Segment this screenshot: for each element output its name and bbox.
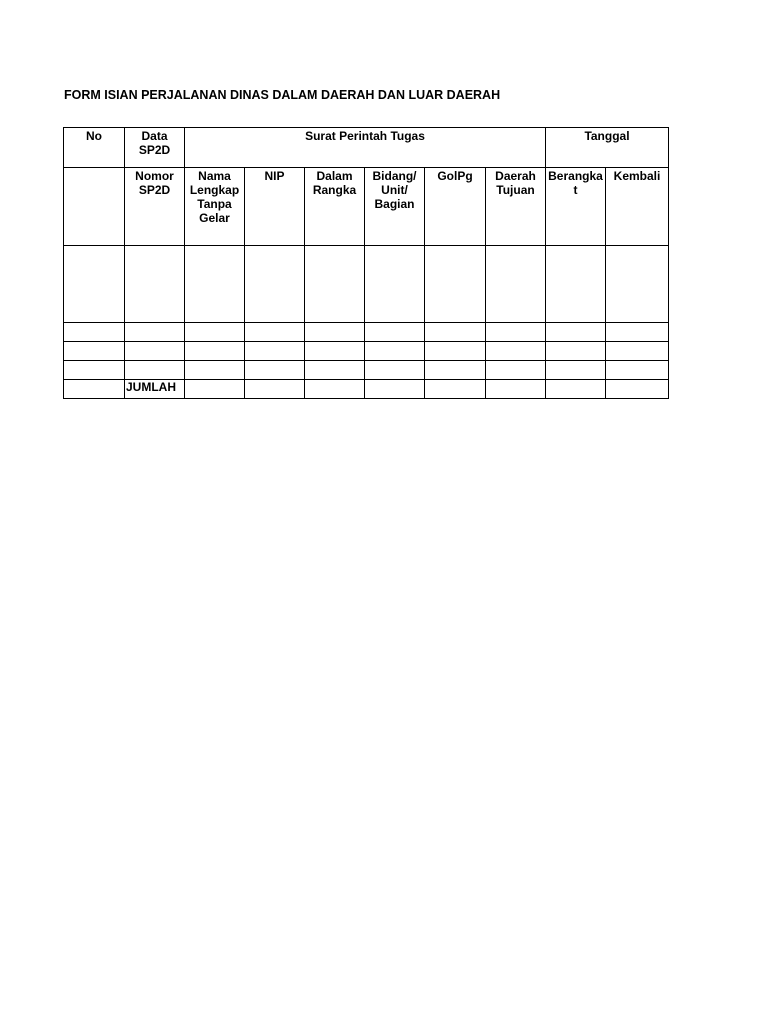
header-nama-lengkap: Nama Lengkap Tanpa Gelar	[185, 168, 245, 246]
cell-berangkat[interactable]	[546, 361, 606, 380]
cell-nomor-sp2d[interactable]	[125, 246, 185, 323]
cell-nomor-sp2d[interactable]	[125, 342, 185, 361]
cell-bidang[interactable]	[365, 361, 425, 380]
header-golpg: GolPg	[425, 168, 486, 246]
cell-no[interactable]	[64, 361, 125, 380]
cell-kembali[interactable]	[606, 323, 669, 342]
header-dalam-rangka: Dalam Rangka	[305, 168, 365, 246]
header-tanggal: Tanggal	[546, 128, 669, 168]
cell-total-golpg[interactable]	[425, 380, 486, 399]
cell-nip[interactable]	[245, 323, 305, 342]
cell-no[interactable]	[64, 323, 125, 342]
cell-dalam-rangka[interactable]	[305, 342, 365, 361]
header-row-2	[64, 168, 669, 246]
cell-nama[interactable]	[185, 342, 245, 361]
cell-total-nip[interactable]	[245, 380, 305, 399]
cell-nama[interactable]	[185, 246, 245, 323]
cell-no[interactable]	[64, 342, 125, 361]
header-no-sub	[64, 168, 125, 246]
cell-daerah-tujuan[interactable]	[486, 361, 546, 380]
header-nomor-sp2d: Nomor SP2D	[125, 168, 185, 246]
cell-total-kembali[interactable]	[606, 380, 669, 399]
header-nip: NIP	[245, 168, 305, 246]
cell-bidang[interactable]	[365, 342, 425, 361]
cell-nomor-sp2d[interactable]	[125, 361, 185, 380]
cell-total-berangkat[interactable]	[546, 380, 606, 399]
jumlah-label: JUMLAH	[125, 380, 185, 399]
cell-nomor-sp2d[interactable]	[125, 323, 185, 342]
cell-golpg[interactable]	[425, 342, 486, 361]
travel-form-table	[63, 127, 669, 399]
header-berangkat: Berangkat	[546, 168, 606, 246]
header-bidang-unit-bagian: Bidang/ Unit/ Bagian	[365, 168, 425, 246]
cell-no[interactable]	[64, 246, 125, 323]
cell-daerah-tujuan[interactable]	[486, 323, 546, 342]
cell-golpg[interactable]	[425, 323, 486, 342]
cell-nip[interactable]	[245, 361, 305, 380]
cell-kembali[interactable]	[606, 246, 669, 323]
header-daerah-tujuan: Daerah Tujuan	[486, 168, 546, 246]
header-data-sp2d: Data SP2D	[125, 128, 185, 168]
cell-berangkat[interactable]	[546, 246, 606, 323]
cell-bidang[interactable]	[365, 323, 425, 342]
table-row	[64, 361, 669, 380]
cell-bidang[interactable]	[365, 246, 425, 323]
cell-berangkat[interactable]	[546, 342, 606, 361]
cell-total-daerah-tujuan[interactable]	[486, 380, 546, 399]
cell-daerah-tujuan[interactable]	[486, 246, 546, 323]
cell-berangkat[interactable]	[546, 323, 606, 342]
table-row	[64, 342, 669, 361]
cell-total-nama[interactable]	[185, 380, 245, 399]
cell-daerah-tujuan[interactable]	[486, 342, 546, 361]
cell-golpg[interactable]	[425, 246, 486, 323]
total-row	[64, 380, 669, 399]
header-no: No	[64, 128, 125, 168]
table-row	[64, 246, 669, 323]
header-kembali: Kembali	[606, 168, 669, 246]
header-row-1	[64, 128, 669, 168]
cell-nip[interactable]	[245, 246, 305, 323]
form-title: FORM ISIAN PERJALANAN DINAS DALAM DAERAH DAN LUAR DAERAH	[64, 88, 501, 102]
cell-dalam-rangka[interactable]	[305, 361, 365, 380]
cell-kembali[interactable]	[606, 342, 669, 361]
cell-dalam-rangka[interactable]	[305, 323, 365, 342]
table-row	[64, 323, 669, 342]
cell-total-dalam-rangka[interactable]	[305, 380, 365, 399]
cell-total-bidang[interactable]	[365, 380, 425, 399]
cell-golpg[interactable]	[425, 361, 486, 380]
header-surat-perintah-tugas: Surat Perintah Tugas	[185, 128, 546, 168]
cell-nip[interactable]	[245, 342, 305, 361]
cell-nama[interactable]	[185, 323, 245, 342]
cell-dalam-rangka[interactable]	[305, 246, 365, 323]
cell-no[interactable]	[64, 380, 125, 399]
cell-kembali[interactable]	[606, 361, 669, 380]
cell-nama[interactable]	[185, 361, 245, 380]
